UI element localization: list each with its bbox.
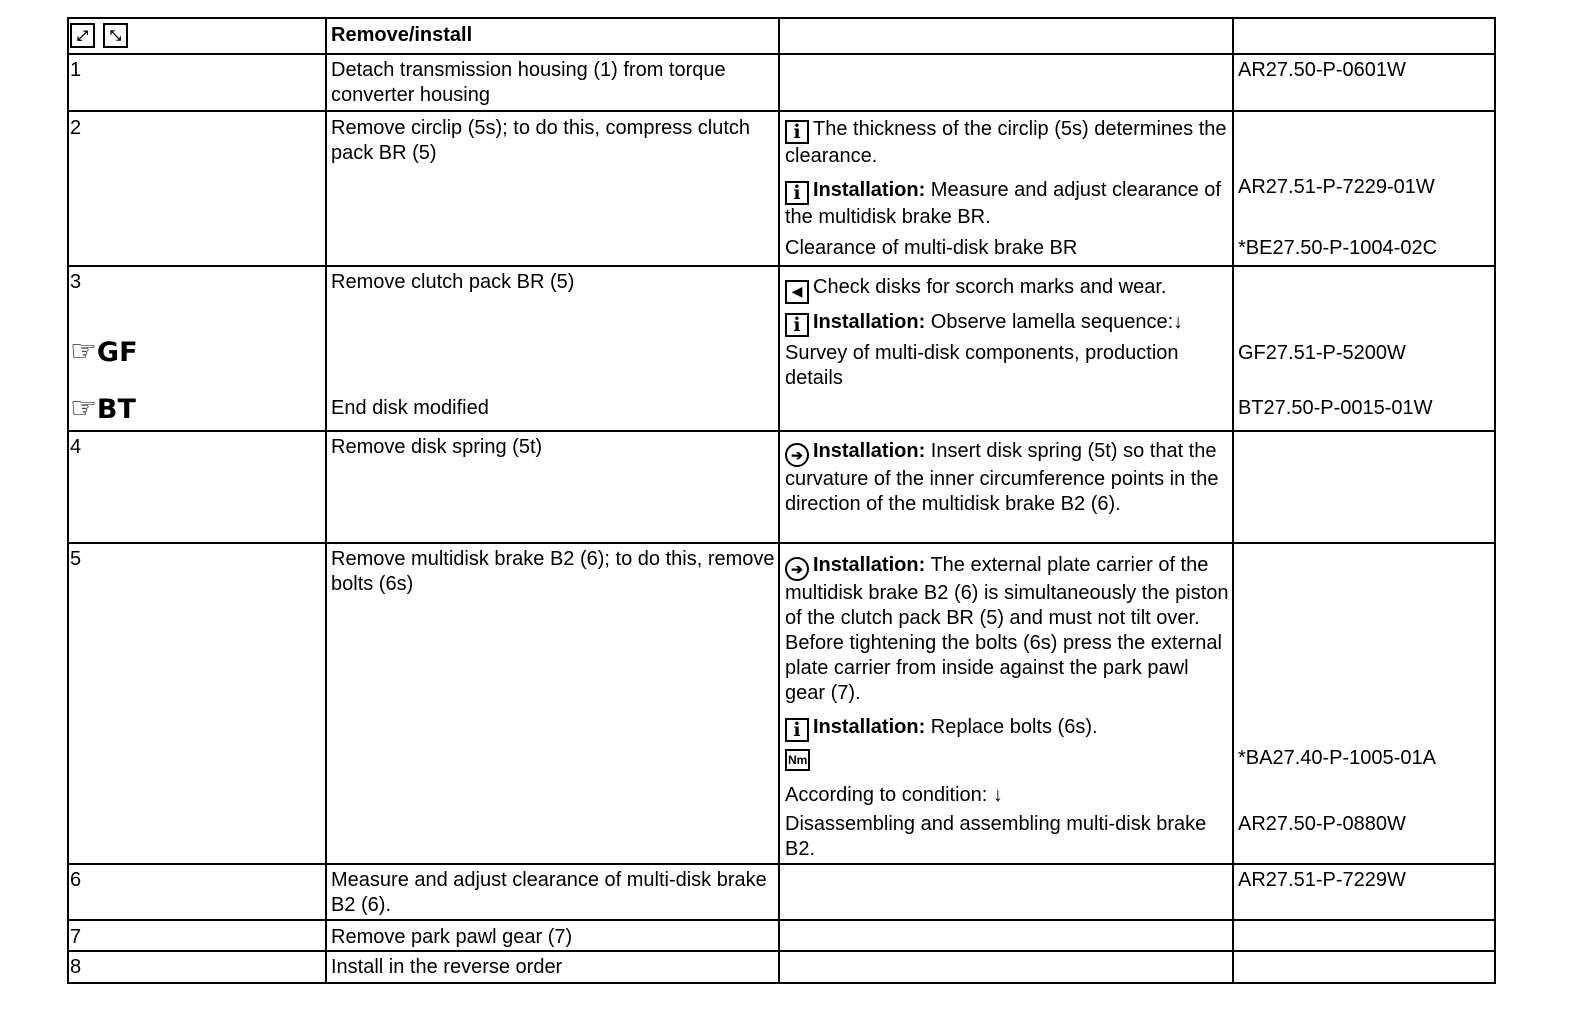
info-icon: i bbox=[785, 718, 809, 742]
note: Check disks for scorch marks and wear. bbox=[813, 276, 1167, 298]
header-title: Remove/install bbox=[331, 24, 473, 46]
reference-link[interactable]: *BA27.40-P-1005-01A bbox=[1238, 747, 1436, 769]
note-label: Installation: bbox=[813, 554, 926, 576]
reference-link[interactable]: AR27.50-P-0601W bbox=[1238, 59, 1406, 81]
step-action: Remove clutch pack BR (5) bbox=[331, 271, 575, 293]
step-number: 3 bbox=[70, 271, 82, 293]
note: Observe lamella sequence:↓ bbox=[930, 311, 1184, 333]
mark-bt: BT bbox=[96, 394, 136, 425]
reference-link[interactable]: BT27.50-P-0015-01W bbox=[1238, 397, 1433, 419]
step-action: Measure and adjust clearance of multi-disk brake B2 (6). bbox=[331, 869, 767, 916]
divider bbox=[1494, 17, 1496, 984]
reference-link[interactable]: AR27.51-P-7229-01W bbox=[1238, 176, 1435, 198]
step-number: 6 bbox=[70, 869, 82, 891]
note: Clearance of multi-disk brake BR bbox=[785, 237, 1078, 259]
info-icon: i bbox=[785, 181, 809, 205]
mark-gf: GF bbox=[96, 337, 138, 368]
step-action: Remove circlip (5s); to do this, compress clutch pack BR (5) bbox=[331, 117, 751, 164]
step-action: Install in the reverse order bbox=[331, 956, 563, 978]
divider bbox=[67, 919, 1496, 921]
divider bbox=[67, 950, 1496, 952]
reference-link[interactable]: AR27.50-P-0880W bbox=[1238, 813, 1406, 835]
divider bbox=[325, 17, 327, 984]
reference-link[interactable]: AR27.51-P-7229W bbox=[1238, 869, 1406, 891]
step-action: Remove multidisk brake B2 (6); to do this, remove bolts (6s) bbox=[331, 548, 775, 595]
step-number: 7 bbox=[70, 926, 82, 948]
note: The external plate carrier of the multidisk brake B2 (6) is simultaneously the piston of the clutch pack BR (5) and must not tilt over. Before tightening the bolts (6s) press the external plate carrier from inside against the park pawl gear (7). bbox=[785, 554, 1229, 704]
step-action: End disk modified bbox=[331, 397, 489, 419]
step-action: Remove disk spring (5t) bbox=[331, 436, 543, 458]
note: Survey of multi-disk components, production details bbox=[785, 342, 1179, 389]
tighten-icon: ➔ bbox=[785, 443, 809, 467]
note: The thickness of the circlip (5s) determines the clearance. bbox=[785, 118, 1227, 167]
divider bbox=[67, 265, 1496, 267]
divider bbox=[1232, 17, 1234, 984]
step-action: Detach transmission housing (1) from torque converter housing bbox=[331, 59, 726, 106]
note-label: Installation: bbox=[813, 716, 926, 738]
note-label: Installation: bbox=[813, 440, 926, 462]
note: Measure and adjust clearance of the multidisk brake BR. bbox=[785, 179, 1221, 228]
note-label: Installation: bbox=[813, 311, 926, 333]
divider bbox=[67, 17, 1496, 19]
divider bbox=[67, 863, 1496, 865]
reference-link[interactable]: *BE27.50-P-1004-02C bbox=[1238, 237, 1438, 259]
tighten-icon: ➔ bbox=[785, 557, 809, 581]
divider bbox=[67, 542, 1496, 544]
note: Disassembling and assembling multi-disk brake B2. bbox=[785, 813, 1207, 860]
divider bbox=[67, 110, 1496, 112]
collapse-all-icon[interactable]: ⤡ bbox=[103, 23, 128, 48]
note: Insert disk spring (5t) so that the curvature of the inner circumference points in the direction of the multidisk brake B2 (6). bbox=[785, 440, 1219, 515]
step-number: 1 bbox=[70, 59, 82, 81]
pointing-hand-icon: ☞ bbox=[70, 391, 97, 426]
info-icon: i bbox=[785, 120, 809, 144]
torque-nm-icon: Nm bbox=[785, 749, 810, 771]
pointing-hand-icon: ☞ bbox=[70, 334, 97, 369]
note: Replace bolts (6s). bbox=[930, 716, 1098, 738]
info-icon: i bbox=[785, 313, 809, 337]
divider bbox=[67, 17, 69, 984]
step-number: 4 bbox=[70, 436, 82, 458]
inspect-icon: ◀ bbox=[785, 280, 809, 304]
step-number: 8 bbox=[70, 956, 82, 978]
divider bbox=[778, 17, 780, 984]
divider bbox=[67, 430, 1496, 432]
divider bbox=[67, 982, 1496, 984]
reference-link[interactable]: GF27.51-P-5200W bbox=[1238, 342, 1406, 364]
divider bbox=[67, 53, 1496, 55]
step-number: 5 bbox=[70, 548, 82, 570]
expand-all-icon[interactable]: ⤢ bbox=[70, 23, 95, 48]
note-label: Installation: bbox=[813, 179, 926, 201]
note: According to condition: ↓ bbox=[785, 784, 1003, 806]
step-action: Remove park pawl gear (7) bbox=[331, 926, 573, 948]
step-number: 2 bbox=[70, 117, 82, 139]
